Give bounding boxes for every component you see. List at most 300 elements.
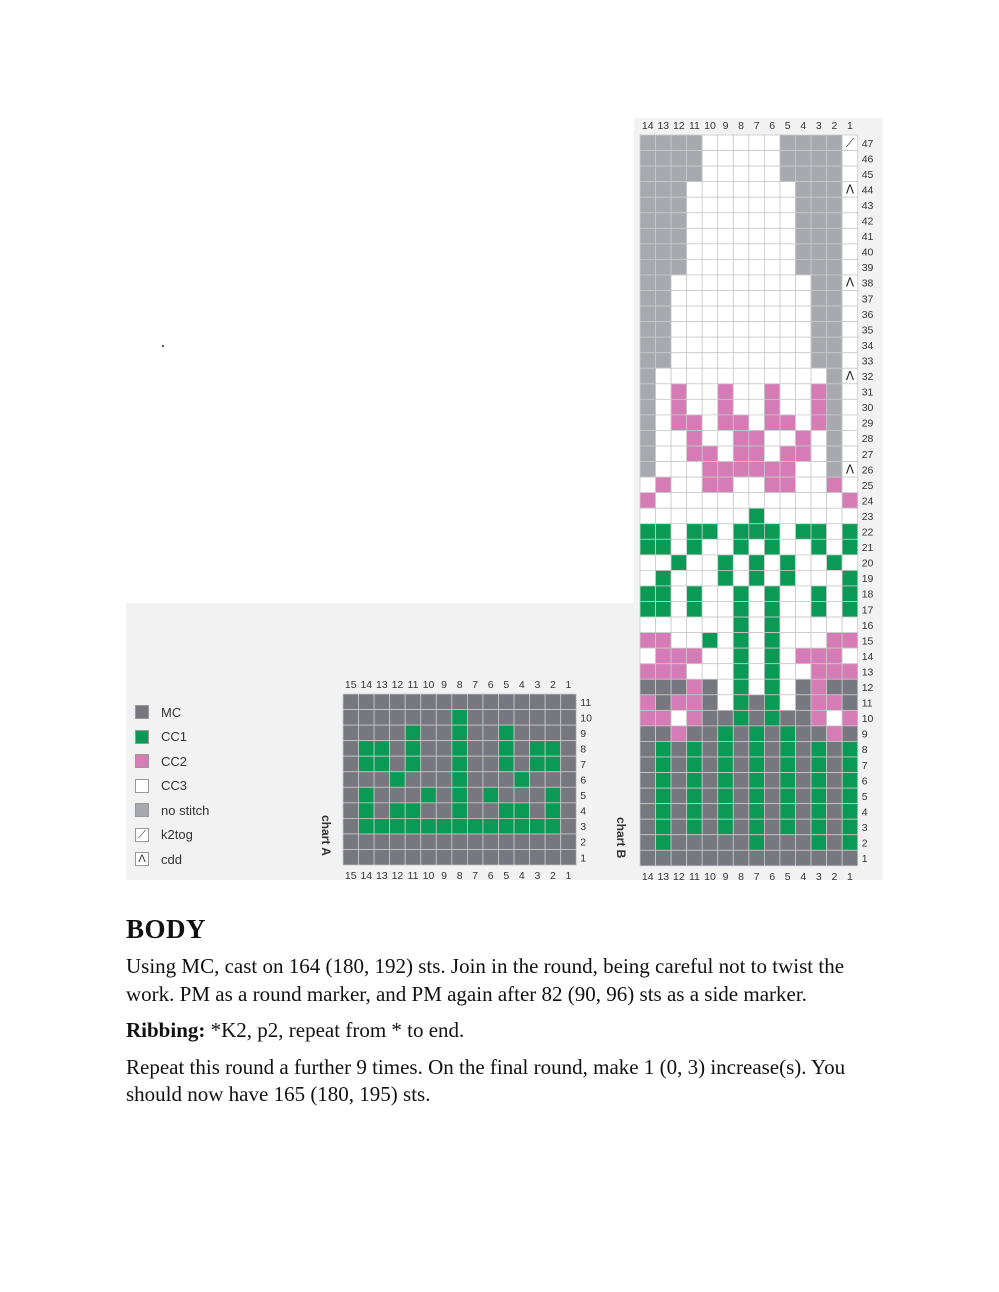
chart-b-cell [796,430,812,446]
chart-b-cell [796,322,812,338]
chart-b-cell [764,524,780,540]
chart-b-cell [811,555,827,571]
chart-b-cell [827,399,843,415]
ribbing-text: *K2, p2, repeat from * to end. [205,1018,465,1042]
chart-b-cell [796,539,812,555]
chart-b-cell [671,182,687,198]
chart-b-cell [687,508,703,524]
chart-a-cell [452,787,468,803]
chart-b-cell [842,617,858,633]
cast-on-paragraph: Using MC, cast on 164 (180, 192) sts. Join in the round, being careful not to twist the work. PM as a round marker, and PM again after 82 (90, 96) sts as a side marker. [126,954,845,1006]
chart-b-cell [718,399,734,415]
chart-b-cell [733,539,749,555]
chart-a-cell [499,694,515,710]
chart-b-cell [718,462,734,478]
chart-b-cell [718,259,734,275]
chart-a-col-label-bottom: 15 [344,870,357,883]
chart-b-cell [749,710,765,726]
chart-b-cell [702,166,718,182]
chart-b-cell [687,151,703,167]
chart-a-row-label: 4 [580,805,587,818]
chart-a-cell [421,772,437,788]
chart-b-cell [718,664,734,680]
chart-b-cell [842,850,858,866]
chart-b-col-label-top: 12 [673,120,685,132]
chart-b-cell [671,275,687,291]
chart-a-cell [499,725,515,741]
chart-b-cell [640,291,656,307]
chart-b-cell [702,835,718,851]
instructions [126,914,886,1118]
chart-a-row-label: 2 [580,836,587,849]
chart-b-cell [640,228,656,244]
chart-a-cell [514,818,530,834]
chart-b-cell [718,835,734,851]
chart-b-row-label: 25 [861,479,874,492]
chart-b-cell [640,679,656,695]
legend-item [135,798,209,823]
chart-b-cell [780,166,796,182]
chart-a-col-label-top: 13 [376,679,388,691]
chart-b-cell [749,695,765,711]
chart-a-cell [374,834,390,850]
chart-b-cell [780,135,796,151]
chart-b-cell [749,493,765,509]
chart-b-cell [687,570,703,586]
chart-b-cell [640,664,656,680]
chart-b-cell [640,586,656,602]
chart-a-cell [359,787,375,803]
chart-b-cell [671,166,687,182]
chart-b-cell [842,228,858,244]
chart-b-cell [702,151,718,167]
chart-b-col-label-bottom: 10 [704,870,716,883]
chart-b-cell [656,726,672,742]
chart-b-cell [718,430,734,446]
chart-b-cell [796,213,812,229]
chart-b-cell [671,570,687,586]
chart-a-cell [390,772,406,788]
chart-b-cell [718,166,734,182]
chart-b-row-label: 5 [861,790,868,803]
chart-b-cell [764,788,780,804]
chart-a-cell [436,803,452,819]
chart-b-cell [749,679,765,695]
chart-b-col-label-top: 9 [722,120,729,132]
chart-a-cell [514,850,530,866]
chart-b-cell [718,555,734,571]
ribbing-paragraph [126,1017,886,1045]
chart-b-cell [718,182,734,198]
chart-a-col-label-top: 4 [518,679,525,691]
chart-b-col-label-top: 14 [641,120,654,132]
chart-b-cell [811,679,827,695]
chart-b-cell [842,679,858,695]
chart-b-cell [842,322,858,338]
chart-a-cell [390,818,406,834]
chart-b-cell [827,368,843,384]
chart-b-col-label-bottom: 11 [688,870,700,883]
chart-b-cell [749,788,765,804]
chart-b-cell [656,244,672,260]
chart-a-cell [343,710,359,726]
chart-b-cell [827,679,843,695]
chart-a-row-label: 6 [580,774,587,787]
chart-b-cell [718,648,734,664]
chart-a-cell [359,756,375,772]
chart-a-cell [545,850,561,866]
chart-a-cell [483,694,499,710]
chart-b-row-label: 24 [861,495,874,508]
chart-b-cell [718,135,734,151]
chart-a-cell [467,772,483,788]
chart-b-cell [842,430,858,446]
chart-b-cell [702,524,718,540]
chart-a-cell [421,756,437,772]
chart-b-cell [827,322,843,338]
chart-b-cell [796,633,812,649]
chart-b-cell [687,524,703,540]
chart-b-title: chart B [614,817,628,859]
chart-b-cell [733,835,749,851]
chart-b-cell [687,539,703,555]
chart-b-row-label: 45 [861,168,874,181]
chart-b-cell [842,166,858,182]
chart-b-cell [842,757,858,773]
chart-b-cell [780,819,796,835]
chart-a-cell [343,850,359,866]
chart-b-cell [780,462,796,478]
chart-b-col-label-top: 1 [847,120,853,132]
chart-a-cell [499,741,515,757]
chart-b-cell [827,446,843,462]
chart-b-cell [811,166,827,182]
chart-a-cell [421,803,437,819]
legend-item [135,847,209,872]
chart-a-col-label-bottom: 3 [534,870,541,883]
chart-b-cell [671,710,687,726]
chart-b-cell [733,228,749,244]
chart-a-cell [467,710,483,726]
chart-b-cell [671,259,687,275]
chart-a-col-label-bottom: 9 [441,870,447,883]
chart-b-col-label-top: 5 [784,120,791,132]
chart-b-cell [640,415,656,431]
chart-a-col-label-bottom: 14 [360,870,373,883]
chart-a-row-label: 5 [580,790,587,803]
chart-a-cell [374,741,390,757]
legend-item [135,725,209,750]
chart-b-cell [671,757,687,773]
chart-b-cell [671,741,687,757]
chart-b-cell [796,353,812,369]
chart-b-cell [656,306,672,322]
legend-item [135,774,209,799]
chart-b-cell [842,493,858,509]
chart-a-col-label-top: 14 [360,679,373,691]
chart-b-cell [827,850,843,866]
chart-b-cell [687,306,703,322]
chart-b-cell [640,135,656,151]
chart-a-col-label-top: 11 [407,679,419,691]
chart-b-row-label: 38 [861,277,874,290]
chart-b-cell [764,213,780,229]
chart-b-cell [827,741,843,757]
chart-b-cell [718,322,734,338]
chart-b-cell [640,804,656,820]
chart-a-cell [545,741,561,757]
chart-a-cell [421,850,437,866]
chart-b-cell [749,353,765,369]
chart-a-row-label: 8 [580,743,587,756]
chart-b-cell [749,213,765,229]
chart-b-cell [656,804,672,820]
chart-b-cell [733,741,749,757]
chart-b-cell [671,197,687,213]
chart-b-cell [827,539,843,555]
chart-b-cell [811,337,827,353]
chart-b-cell [671,306,687,322]
chart-b-cell [640,244,656,260]
chart-b-cell [733,493,749,509]
chart-b-cell [687,291,703,307]
chart-b-cell [764,337,780,353]
chart-b-cell [718,804,734,820]
chart-b-col-label-bottom: 6 [769,870,776,883]
chart-b-cell [733,275,749,291]
chart-b-symbol: ⟋ [845,135,855,150]
chart-b-cell [842,710,858,726]
chart-b-cell [796,306,812,322]
chart-a-cell [452,756,468,772]
chart-b-col-label-top: 8 [738,120,744,132]
chart-b-cell [764,555,780,571]
chart-a-cell [499,787,515,803]
chart-b-row-label: 47 [861,137,874,150]
chart-b-cell [842,259,858,275]
chart-b-cell [718,819,734,835]
chart-a-cell [359,834,375,850]
chart-a-cell [374,756,390,772]
chart-b-cell [796,835,812,851]
chart-b-cell [718,788,734,804]
chart-a-cell [561,756,577,772]
chart-a-cell [514,725,530,741]
chart-b-cell [656,291,672,307]
chart-b-cell [718,291,734,307]
chart-a-cell [452,834,468,850]
chart-b-cell [687,664,703,680]
chart-a-cell [483,741,499,757]
chart-b-cell [640,524,656,540]
chart-b-cell [687,586,703,602]
chart-b-cell [764,291,780,307]
chart-b-cell [718,524,734,540]
chart-b-cell [842,741,858,757]
chart-b-col-label-bottom: 3 [815,870,822,883]
chart-b-row-label: 32 [861,371,874,384]
chart-b-cell [811,586,827,602]
chart-b-cell [827,617,843,633]
chart-a-cell [467,850,483,866]
chart-a-col-label-bottom: 12 [391,870,404,883]
chart-b-cell [827,415,843,431]
chart-b-row-label: 11 [861,697,873,710]
chart-a-cell [452,772,468,788]
chart-b-cell [733,633,749,649]
chart-a-cell [359,803,375,819]
chart-b-row-label: 43 [861,199,874,212]
chart-b-col-label-top: 7 [753,120,760,132]
chart-a-col-label-bottom: 11 [407,870,419,883]
chart-a-cell [530,818,546,834]
chart-b-cell [733,679,749,695]
chart-b-cell [733,788,749,804]
chart-b-cell [687,259,703,275]
chart-b-cell [687,819,703,835]
chart-b-cell [780,633,796,649]
chart-b-cell [718,633,734,649]
chart-b-cell [796,679,812,695]
chart-b-cell [796,555,812,571]
chart-a-col-label-bottom: 7 [472,870,479,883]
chart-b-cell [827,586,843,602]
chart-b-cell [796,259,812,275]
chart-b-cell [764,430,780,446]
chart-b-cell [733,182,749,198]
chart-b-cell [687,648,703,664]
chart-b-cell [749,368,765,384]
chart-b-cell [749,602,765,618]
chart-a-cell [483,834,499,850]
chart-b-cell [796,228,812,244]
chart-b-cell [687,166,703,182]
chart-b-cell [811,804,827,820]
chart-b-cell [702,244,718,260]
chart-a-col-label-top: 2 [550,679,556,691]
chart-b-cell [827,695,843,711]
chart-a-col-label-bottom: 1 [565,870,572,883]
chart-b-cell [796,291,812,307]
chart-b-cell [749,182,765,198]
chart-a-cell [483,772,499,788]
chart-b-cell [842,213,858,229]
chart-b-cell [671,415,687,431]
chart-b-cell [733,322,749,338]
chart-b-cell [811,477,827,493]
chart-b-cell [780,788,796,804]
chart-a-cell [405,725,421,741]
chart-b-col-label-top: 6 [769,120,776,132]
chart-b-row-label: 3 [861,821,868,834]
chart-b-cell [827,648,843,664]
chart-a-cell [561,834,577,850]
chart-a-cell [405,850,421,866]
chart-b-cell [749,804,765,820]
chart-b-cell [671,524,687,540]
chart-a-cell [545,710,561,726]
chart-b-cell [718,773,734,789]
chart-b-cell [733,291,749,307]
chart-b-cell [656,322,672,338]
chart-a-cell [499,803,515,819]
chart-a-row-label: 1 [580,852,587,865]
chart-b-cell [811,322,827,338]
chart-b-cell [702,804,718,820]
chart-b-cell [796,602,812,618]
chart-b-cell [718,570,734,586]
chart-b-cell [842,664,858,680]
chart-b-cell [640,477,656,493]
chart-a-cell [390,710,406,726]
chart-b-cell [827,633,843,649]
chart-b-cell [671,446,687,462]
chart-a-cell [390,787,406,803]
chart-b-cell [764,462,780,478]
chart-a-cell [359,710,375,726]
chart-b-cell [811,182,827,198]
chart-b-cell [764,399,780,415]
chart-b-cell [640,353,656,369]
chart-b-cell [640,306,656,322]
chart-b-cell [656,773,672,789]
chart-b-cell [656,586,672,602]
chart-b-col-label-bottom: 13 [657,870,670,883]
chart-b-cell [842,197,858,213]
chart-b-cell [749,648,765,664]
chart-a-cell [561,772,577,788]
chart-b-cell [811,151,827,167]
chart-b-cell [733,306,749,322]
chart-b-cell [780,664,796,680]
chart-b-cell [733,415,749,431]
chart-b-cell [764,135,780,151]
chart-b-cell [702,399,718,415]
chart-b-cell [671,648,687,664]
chart-a-cell [530,694,546,710]
chart-b-cell [671,228,687,244]
chart-b-cell [656,493,672,509]
chart-b-cell [796,757,812,773]
chart-a-cell [530,787,546,803]
chart-b-cell [702,757,718,773]
chart-b-cell [702,773,718,789]
chart-b-cell [749,524,765,540]
chart-b-cell [733,664,749,680]
chart-b-cell [780,275,796,291]
chart-b-col-label-bottom: 4 [800,870,807,883]
chart-b-cell [749,337,765,353]
chart-b-row-label: 40 [861,246,874,259]
chart-b-cell [796,586,812,602]
chart-b-cell [796,773,812,789]
chart-b-cell [640,462,656,478]
chart-b-cell [796,493,812,509]
chart-b-cell [687,228,703,244]
chart-a-cell [561,741,577,757]
chart-a-col-label-top: 3 [534,679,541,691]
chart-b-cell [827,726,843,742]
chart-b-cell [733,757,749,773]
chart-b-cell [656,166,672,182]
chart-b-cell [718,710,734,726]
chart-b-cell [811,741,827,757]
chart-b-cell [811,633,827,649]
chart-b-cell [640,726,656,742]
chart-b-cell [749,399,765,415]
chart-b-cell [827,197,843,213]
chart-b-cell [640,773,656,789]
